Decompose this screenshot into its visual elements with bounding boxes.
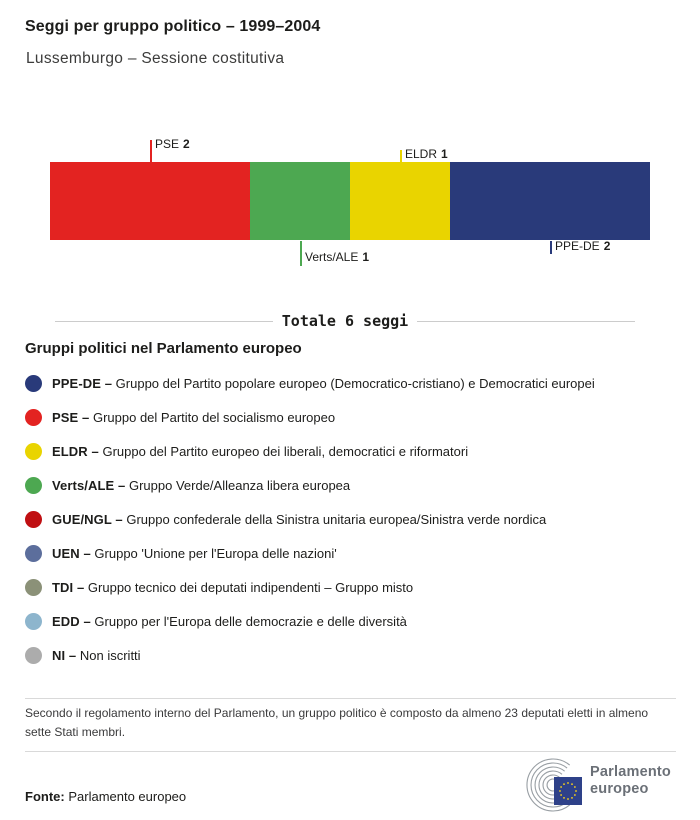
callout-label-ppe-de xyxy=(555,239,610,253)
callout-tick-ppe-de xyxy=(550,241,552,254)
bar-segment-ppe-de xyxy=(450,162,650,240)
bar-segment-verts-ale xyxy=(250,162,350,240)
bar-segment-pse xyxy=(50,162,250,240)
legend-item-uen xyxy=(25,536,595,570)
legend-item-edd xyxy=(25,604,595,638)
legend-dot-ni xyxy=(25,647,42,664)
callout-label-verts-ale xyxy=(305,250,369,264)
legend-group-name: EDD – xyxy=(52,613,91,629)
legend-item-eldr xyxy=(25,434,595,468)
legend-group-description: Gruppo 'Unione per l'Europa delle nazioni' xyxy=(94,545,337,561)
footnote: Secondo il regolamento interno del Parlamento, un gruppo politico è composto da almeno 23 deputati eletti in almeno sette Stati membri. xyxy=(25,706,649,739)
page-subtitle: Lussemburgo – Sessione costitutiva xyxy=(26,50,285,67)
source-text: Parlamento europeo xyxy=(68,789,187,804)
legend-text xyxy=(52,614,407,629)
total-seats-divider xyxy=(55,312,635,330)
legend-group-name: Verts/ALE – xyxy=(52,477,126,493)
callout-group-name: PSE xyxy=(155,137,180,151)
legend-text xyxy=(52,444,468,459)
legend-text xyxy=(52,410,335,425)
callout-group-name: ELDR xyxy=(405,147,438,161)
legend-group-description: Gruppo Verde/Alleanza libera europea xyxy=(128,477,351,493)
divider-line-left xyxy=(55,321,273,322)
legend-group-name: UEN – xyxy=(52,545,91,561)
legend-item-gue-ngl xyxy=(25,502,595,536)
legend-group-description: Non iscritti xyxy=(79,647,141,663)
legend-text xyxy=(52,546,337,561)
legend-group-description: Gruppo tecnico dei deputati indipendenti – Gruppo misto xyxy=(87,579,414,595)
callout-seat-count: 1 xyxy=(362,250,370,264)
callout-label-pse xyxy=(155,137,190,151)
source-line xyxy=(25,789,186,804)
page-title: Seggi per gruppo politico – 1999–2004 xyxy=(25,18,321,35)
legend-dot-edd xyxy=(25,613,42,630)
legend-item-ppe-de xyxy=(25,366,595,400)
legend-item-tdi xyxy=(25,570,595,604)
legend-text xyxy=(52,478,350,493)
bar-segment-eldr xyxy=(350,162,450,240)
european-parliament-logo-icon xyxy=(519,757,585,813)
legend-group-description: Gruppo del Partito popolare europeo (Democratico-cristiano) e Democratici europei xyxy=(115,375,595,391)
legend-item-verts-ale xyxy=(25,468,595,502)
legend-item-pse xyxy=(25,400,595,434)
eu-flag-icon xyxy=(554,777,582,805)
legend-group-description: Gruppo del Partito europeo dei liberali, democratici e riformatori xyxy=(102,443,469,459)
legend-title: Gruppi politici nel Parlamento europeo xyxy=(25,340,302,357)
legend-text xyxy=(52,648,141,663)
footnote-rule-bottom xyxy=(25,751,676,752)
legend-group-description: Gruppo confederale della Sinistra unitaria europea/Sinistra verde nordica xyxy=(126,511,547,527)
source-label: Fonte: xyxy=(25,789,65,804)
callout-group-name: Verts/ALE xyxy=(305,250,359,264)
legend-group-name: ELDR – xyxy=(52,443,99,459)
callout-seat-count: 2 xyxy=(603,239,611,253)
callout-tick-verts-ale xyxy=(300,241,302,266)
legend-group-name: NI – xyxy=(52,647,77,663)
callout-seat-count: 1 xyxy=(441,147,448,161)
legend-text xyxy=(52,512,546,527)
divider-line-right xyxy=(417,321,635,322)
legend-dot-tdi xyxy=(25,579,42,596)
logo-wordmark-line2: europeo xyxy=(590,781,649,797)
legend-group-name: TDI – xyxy=(52,579,85,595)
legend-dot-uen xyxy=(25,545,42,562)
legend-item-ni xyxy=(25,638,595,672)
footnote-rule-top xyxy=(25,698,676,699)
legend-dot-ppe-de xyxy=(25,375,42,392)
seats-bar xyxy=(50,162,650,240)
logo-wordmark-line1: Parlamento xyxy=(590,764,671,780)
callout-tick-pse xyxy=(150,140,152,162)
legend-text xyxy=(52,580,413,595)
legend-dot-pse xyxy=(25,409,42,426)
legend-group-name: GUE/NGL – xyxy=(52,511,123,527)
legend-dot-eldr xyxy=(25,443,42,460)
callout-label-eldr xyxy=(405,147,448,161)
callout-tick-eldr xyxy=(400,150,402,162)
callout-group-name: PPE-DE xyxy=(555,239,600,253)
political-groups-legend xyxy=(25,366,595,672)
legend-dot-verts-ale xyxy=(25,477,42,494)
legend-group-description: Gruppo del Partito del socialismo europeo xyxy=(92,409,336,425)
legend-text xyxy=(52,376,595,391)
total-seats-label: Totale 6 seggi xyxy=(281,312,409,330)
legend-group-description: Gruppo per l'Europa delle democrazie e delle diversità xyxy=(94,613,407,629)
logo-wordmark xyxy=(590,764,671,798)
legend-group-name: PPE-DE – xyxy=(52,375,113,391)
legend-dot-gue-ngl xyxy=(25,511,42,528)
legend-group-name: PSE – xyxy=(52,409,90,425)
callout-seat-count: 2 xyxy=(183,137,190,151)
